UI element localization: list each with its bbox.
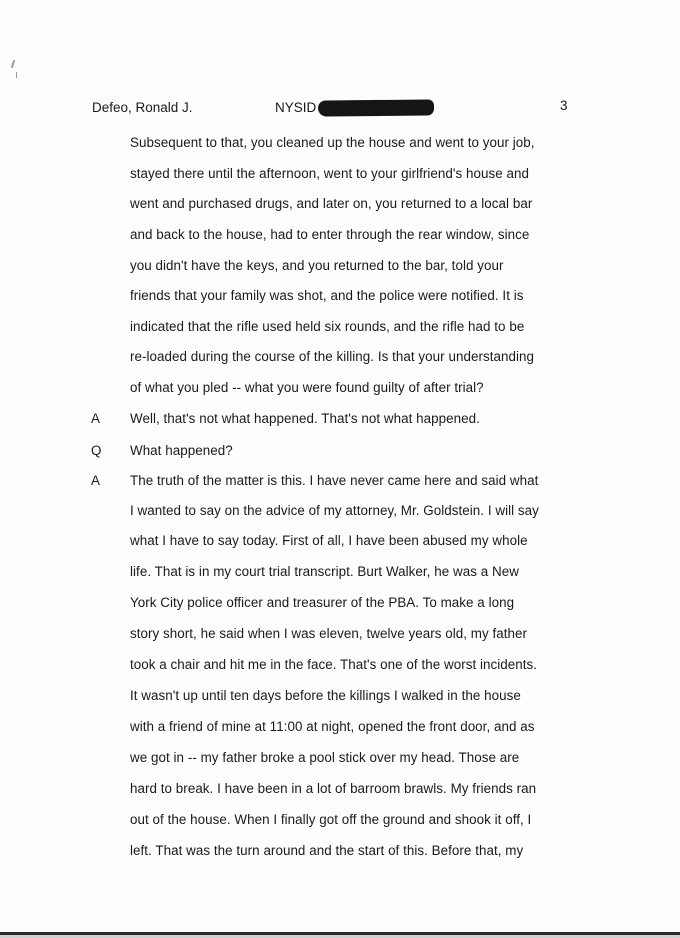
transcript-line: indicated that the rifle used held six rounds, and the rifle had to be xyxy=(130,319,525,334)
scan-speck xyxy=(16,72,17,78)
transcript-line: out of the house. When I finally got off the ground and shook it off, I xyxy=(130,812,532,827)
redaction-mark xyxy=(318,99,434,116)
transcript-line: friends that your family was shot, and the police were notified. It is xyxy=(130,288,524,303)
transcript-line: we got in -- my father broke a pool stick over my head. Those are xyxy=(130,750,520,765)
transcript-line: took a chair and hit me in the face. That's one of the worst incidents. xyxy=(130,657,538,672)
transcript-line: hard to break. I have been in a lot of barroom brawls. My friends ran xyxy=(130,781,537,796)
transcript-line: The truth of the matter is this. I have never came here and said what xyxy=(130,473,539,488)
transcript-line: It wasn't up until ten days before the killings I walked in the house xyxy=(130,688,521,703)
transcript-line: of what you pled -- what you were found guilty of after trial? xyxy=(130,380,484,395)
transcript-line: I wanted to say on the advice of my attorney, Mr. Goldstein. I will say xyxy=(130,503,539,518)
page-header xyxy=(92,100,572,120)
question-marker: Q xyxy=(91,443,102,458)
transcript-line: life. That is in my court trial transcript. Burt Walker, he was a New xyxy=(130,564,519,579)
transcript-line: went and purchased drugs, and later on, you returned to a local bar xyxy=(130,196,533,211)
transcript-line: stayed there until the afternoon, went to your girlfriend's house and xyxy=(130,166,530,181)
defendant-name: Defeo, Ronald J. xyxy=(92,100,193,115)
page-number: 3 xyxy=(560,98,568,113)
transcript-line: Subsequent to that, you cleaned up the house and went to your job, xyxy=(130,135,535,150)
transcript-line: what I have to say today. First of all, I have been abused my whole xyxy=(130,533,528,548)
transcript-line: and back to the house, had to enter through the rear window, since xyxy=(130,227,530,242)
answer-marker: A xyxy=(91,411,100,426)
transcript-line: with a friend of mine at 11:00 at night, opened the front door, and as xyxy=(130,719,535,734)
transcript-line: Well, that's not what happened. That's not what happened. xyxy=(130,411,480,426)
transcript-line: you didn't have the keys, and you returned to the bar, told your xyxy=(130,258,504,273)
nysid-label: NYSID xyxy=(275,100,317,115)
scan-speck xyxy=(11,60,16,68)
transcript-line: left. That was the turn around and the start of this. Before that, my xyxy=(130,843,524,858)
transcript-line: story short, he said when I was eleven, twelve years old, my father xyxy=(130,626,528,641)
transcript-line: York City police officer and treasurer of the PBA. To make a long xyxy=(130,595,515,610)
answer-marker: A xyxy=(91,473,100,488)
transcript-line: What happened? xyxy=(130,443,233,458)
transcript-line: re-loaded during the course of the killing. Is that your understanding xyxy=(130,349,534,364)
